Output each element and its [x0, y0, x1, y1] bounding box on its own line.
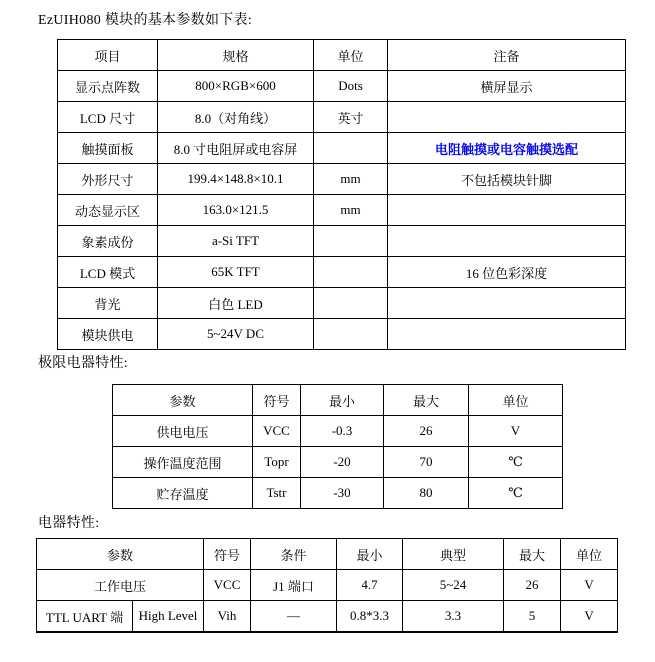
cell-max: 26	[504, 570, 561, 601]
cell-item: 背光	[58, 288, 158, 319]
table-row	[58, 164, 626, 195]
cell-spec: 199.4×148.8×10.1	[158, 164, 314, 195]
col-header-min: 最小	[337, 539, 403, 570]
table-row	[37, 570, 618, 601]
table-row	[58, 226, 626, 257]
col-header-unit: 单位	[469, 385, 563, 416]
cell-item: 动态显示区	[58, 195, 158, 226]
table-row	[113, 478, 563, 509]
cell-unit	[314, 133, 388, 164]
cell-note	[388, 226, 626, 257]
cell-symbol: Topr	[253, 447, 301, 478]
page-title: EzUIH080 模块的基本参数如下表:	[38, 13, 253, 28]
cell-note-highlight: 电阻触摸或电容触摸选配	[388, 133, 626, 164]
cell-max: 26	[384, 416, 469, 447]
electrical-section-label: 电器特性:	[38, 516, 100, 531]
cell-min: -30	[301, 478, 384, 509]
cell-min: 4.7	[337, 570, 403, 601]
cell-condition: J1 端口	[251, 570, 337, 601]
cell-unit	[314, 226, 388, 257]
table-row	[58, 102, 626, 133]
header-row	[58, 40, 626, 71]
col-header-param: 参数	[37, 539, 204, 570]
cell-unit	[314, 288, 388, 319]
cell-item: 显示点阵数	[58, 71, 158, 102]
cell-max: 80	[384, 478, 469, 509]
col-header-max: 最大	[384, 385, 469, 416]
table-row	[113, 447, 563, 478]
cell-note	[388, 102, 626, 133]
cell-item: 触摸面板	[58, 133, 158, 164]
cell-unit	[314, 319, 388, 350]
cell-unit: ℃	[469, 478, 563, 509]
cell-typ: 5~24	[403, 570, 504, 601]
limit-section-label: 极限电器特性:	[38, 356, 128, 371]
cell-unit: V	[561, 601, 618, 633]
cell-symbol: Vih	[204, 601, 251, 633]
header-row	[113, 385, 563, 416]
cell-note	[388, 195, 626, 226]
cell-note: 不包括模块针脚	[388, 164, 626, 195]
cell-param: 工作电压	[37, 570, 204, 601]
cell-min: -20	[301, 447, 384, 478]
col-header-unit: 单位	[561, 539, 618, 570]
col-header-param: 参数	[113, 385, 253, 416]
cell-unit: ℃	[469, 447, 563, 478]
cell-note	[388, 319, 626, 350]
cell-spec: a-Si TFT	[158, 226, 314, 257]
cell-symbol: Tstr	[253, 478, 301, 509]
cell-param-sub: High Level	[133, 601, 204, 633]
col-header-unit: 单位	[314, 40, 388, 71]
cell-spec: 8.0 寸电阻屏或电容屏	[158, 133, 314, 164]
cell-note: 横屏显示	[388, 71, 626, 102]
table-row	[37, 601, 618, 633]
cell-param: 供电电压	[113, 416, 253, 447]
cell-spec: 163.0×121.5	[158, 195, 314, 226]
cell-min: -0.3	[301, 416, 384, 447]
cell-param: 操作温度范围	[113, 447, 253, 478]
col-header-typ: 典型	[403, 539, 504, 570]
table-row	[58, 288, 626, 319]
limit-ratings-table	[112, 384, 563, 509]
col-header-symbol: 符号	[253, 385, 301, 416]
electrical-characteristics-table	[36, 538, 618, 633]
cell-item: 模块供电	[58, 319, 158, 350]
cell-max: 70	[384, 447, 469, 478]
table-row	[58, 195, 626, 226]
cell-note: 16 位色彩深度	[388, 257, 626, 288]
header-row	[37, 539, 618, 570]
cell-symbol: VCC	[253, 416, 301, 447]
cell-spec: 65K TFT	[158, 257, 314, 288]
cell-unit: V	[469, 416, 563, 447]
cell-spec: 8.0（对角线）	[158, 102, 314, 133]
col-header-note: 注备	[388, 40, 626, 71]
table-row	[58, 133, 626, 164]
table-row	[113, 416, 563, 447]
cell-unit: Dots	[314, 71, 388, 102]
cell-item: LCD 尺寸	[58, 102, 158, 133]
cell-unit: V	[561, 570, 618, 601]
col-header-spec: 规格	[158, 40, 314, 71]
cell-typ: 3.3	[403, 601, 504, 633]
col-header-symbol: 符号	[204, 539, 251, 570]
cell-spec: 800×RGB×600	[158, 71, 314, 102]
col-header-max: 最大	[504, 539, 561, 570]
cell-spec: 白色 LED	[158, 288, 314, 319]
cell-item: LCD 模式	[58, 257, 158, 288]
cell-spec: 5~24V DC	[158, 319, 314, 350]
col-header-item: 项目	[58, 40, 158, 71]
cell-max: 5	[504, 601, 561, 633]
cell-condition: —	[251, 601, 337, 633]
cell-unit: mm	[314, 164, 388, 195]
cell-min: 0.8*3.3	[337, 601, 403, 633]
cell-param: TTL UART 端	[37, 601, 133, 633]
cell-note	[388, 288, 626, 319]
cell-unit	[314, 257, 388, 288]
cell-param: 贮存温度	[113, 478, 253, 509]
cell-symbol: VCC	[204, 570, 251, 601]
table-row	[58, 257, 626, 288]
basic-params-table	[57, 39, 626, 350]
cell-item: 外形尺寸	[58, 164, 158, 195]
cell-unit: 英寸	[314, 102, 388, 133]
col-header-condition: 条件	[251, 539, 337, 570]
table-row	[58, 319, 626, 350]
cell-unit: mm	[314, 195, 388, 226]
table-row	[58, 71, 626, 102]
cell-item: 象素成份	[58, 226, 158, 257]
col-header-min: 最小	[301, 385, 384, 416]
